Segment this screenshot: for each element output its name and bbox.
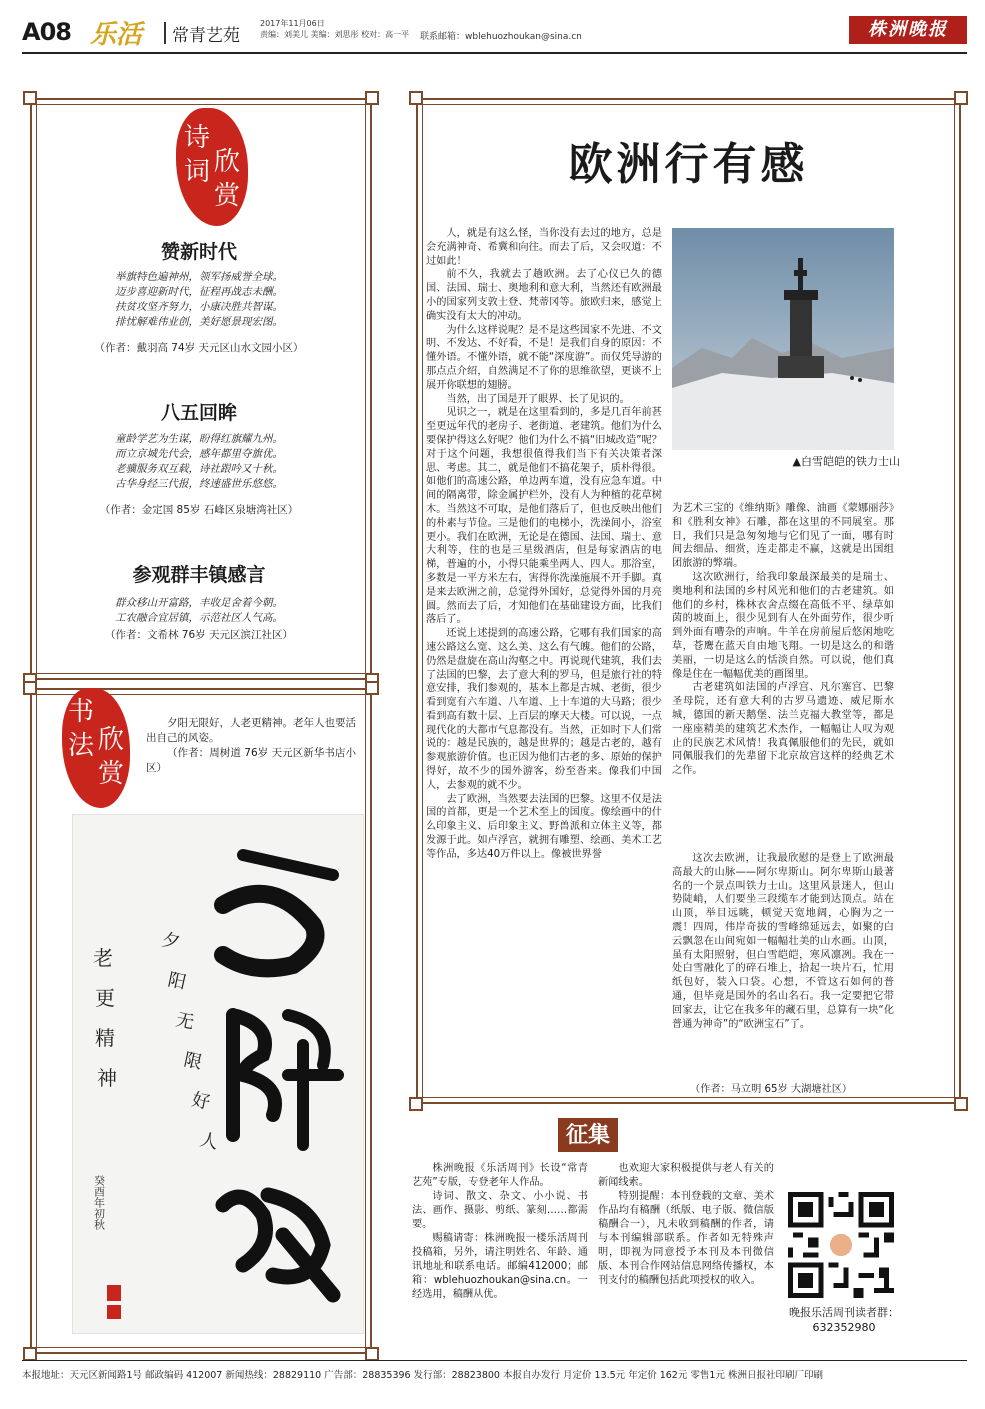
- page-number: A08: [22, 18, 71, 46]
- poem-title: 赞新时代: [160, 241, 237, 263]
- article-paragraph: 为艺术三宝的《维纳斯》雕像、油画《蒙娜丽莎》和《胜利女神》石雕，都在这里的不同展室。那日，我们只是急匆匆地与它们见了一面，哪有时间去细品、细赏，连走都走不赢，这就是出国组团旅游的弊端。: [672, 503, 894, 570]
- frame-corner: [23, 681, 37, 695]
- notice-paragraph: 特别提醒：本刊登载的文章、美术作品均有稿酬（纸版、电子版、微信版稿酬合一），凡未收到稿酬的作者，请与本刊编辑部联系。作者如无特殊声明，即视为同意授予本刊及本刊微信版、本刊合作网站信息网络传播权，本刊支付的稿酬包括此项授权的收入。: [598, 1191, 774, 1286]
- svg-text:癸酉年初秋: 癸酉年初秋: [92, 1175, 106, 1230]
- article-paragraph: 这次去欧洲，让我最欣慰的是登上了欧洲最高最大的山脉——阿尔卑斯山。阿尔卑斯山最著名的一个景点叫铁力士山。这里风景迷人，但山势陡峭，人们要坐三段缆车才能到达顶点。站在山顶，举目远眺，顿觉天宽地阔，心胸为之一震！四周，伟岸奇拔的雪峰绵延远去，如聚的白云飘忽在山间宛如一幅幅壮美的山水画。山顶，虽有太阳照射，但白雪皑皑，寒风凛冽。我在一处白雪融化了的碎石堆上，拾起一块片石，忙用纸包好，装入口袋。心想，不管这石如何的普通，但毕竟是国外的名山名石。我一定要把它带回家去，让它在我多年的藏石里，总算有一块“化普通为神奇”的“欧洲宝石”了。: [672, 853, 894, 1030]
- article-paragraph: 古老建筑如法国的卢浮宫、凡尔塞宫、巴黎圣母院，还有意大利的古罗马遗迹、威尼斯水城，德国的新天鹅堡、法兰克福大教堂等，都是一座座精美的建筑艺术杰作，一幅幅让人叹为观止的民族艺术风情！我真佩服他们的先民，就如同佩服我们的先辈留下北京故宫这样的经典艺术之作。: [672, 682, 894, 777]
- qr-code[interactable]: [788, 1192, 894, 1298]
- notice-paragraph: 赐稿请寄：株洲晚报一楼乐活周刊投稿箱，另外，请注明姓名、年龄、通讯地址和联系电话。邮编412000；邮箱：wblehuozhoukan@sina.cn。一经选用，稿酬从优。: [412, 1233, 588, 1300]
- svg-text:法: 法: [68, 731, 95, 761]
- article-paragraph: 当然，出了国是开了眼界、长了见识的。: [446, 393, 630, 405]
- qr-number: 632352980: [812, 1321, 876, 1334]
- poem-author: （作者：文希林 76岁 天元区滨江社区）: [104, 629, 294, 641]
- svg-text:书: 书: [68, 697, 95, 727]
- frame-corner: [409, 1097, 423, 1111]
- svg-text:赏: 赏: [98, 759, 125, 789]
- frame-corner: [365, 1347, 379, 1361]
- calligraphy-artwork: [72, 814, 364, 1334]
- poem-line: 古华身经三代报，终速盛世乐悠悠。: [115, 478, 283, 490]
- poem-line: 老骥服务双互载，诗社跟吟又十秋。: [115, 463, 283, 475]
- svg-text:诗: 诗: [184, 123, 211, 153]
- article-paragraph: 人，就是有这么怪，当你没有去过的地方，总是会充满神奇、希冀和向往。而去了后，又会叹道：不过如此！: [426, 228, 662, 267]
- article-paragraph: 见识之一，就是在这里看到的，多是几百年前甚至更远年代的老房子、老街道、老建筑。他们为什么要保护得这么好呢？他们为什么不搞“旧城改造”呢？对于这个问题，我想很值得我们当下有关决策者深思、考虑。其二，就是他们不搞花架子，质朴得很。如他们的高速公路，单边两车道，没有应急车道。中间的隔离带，除金属护栏外，没有人为种植的花草树木。当然这不可取，是他们落后了，但也反映出他们的朴素与节俭。三是他们的电梯小，洗澡间小，浴室更小。我们在欧洲，无论是在德国、法国、瑞士、意大利等，住的也是三星级酒店，但是每家酒店的电梯，普遍的小，小得只能乘坐两人、四人。那浴室，多数是一平方米左右，害得你洗澡施展不开手脚。真是来去欧洲之前，总觉得外国好，总觉得外国的月亮圆。然而去了后，才知他们在基础建设方面，比我们落后了。: [426, 407, 662, 626]
- svg-text:精: 精: [95, 1026, 115, 1050]
- article-column-1: [426, 227, 662, 862]
- newspaper-logo: 株洲晚报: [849, 16, 967, 44]
- article-author: （作者：马立明 65岁 大湖塘社区）: [690, 1084, 853, 1095]
- svg-text:阳: 阳: [165, 969, 188, 994]
- svg-text:老: 老: [93, 946, 113, 970]
- issue-date: 2017年11月06日: [260, 19, 325, 28]
- calligraphy-intro: [146, 716, 356, 776]
- page-footer: 本报地址：天元区新闻路1号 邮政编码 412007 新闻热线：28829110 广告部：28835396 发行部：28823800 本报自办发行 月定价 13.5元 年定价 162元 零售1元 株洲日报社印刷厂印刷: [22, 1360, 967, 1381]
- poem-author: （作者：金定国 85岁 石峰区泉塘湾社区）: [99, 504, 299, 516]
- brand-logo: 乐活: [90, 20, 143, 50]
- article-paragraph: 为什么这样说呢？是不是这些国家不先进、不文明、不发达、不好看，不是！是我们自身的原因：不懂外语。不懂外语，就不能“深度游”。而仅凭导游的那点点介绍，自然满足不了你的思维欲望，更谈不上展开你联想的翅膀。: [426, 324, 662, 391]
- header-meta: [260, 18, 409, 40]
- header-divider: [164, 22, 166, 44]
- poem-line: 群众移山开富路，丰收足舍着今朝。: [115, 597, 283, 609]
- qr-caption: [774, 1305, 914, 1335]
- svg-text:无: 无: [173, 1009, 196, 1034]
- svg-text:好: 好: [189, 1089, 212, 1114]
- contact-email: 联系邮箱：wblehuozhoukan@sina.cn: [420, 32, 582, 42]
- qr-label: 晚报乐活周刊读者群：: [789, 1306, 899, 1319]
- calligraphy-text: 夕阳无限好，人老更精神。老年人也要活出自己的风姿。: [146, 717, 356, 744]
- svg-text:夕: 夕: [159, 929, 182, 954]
- svg-text:神: 神: [97, 1066, 117, 1090]
- article-paragraph: 这次欧洲行，给我印象最深最美的是瑞士、奥地利和法国的乡村风光和他们的古老建筑。如他们的乡村，株林衣舍点缀在高低不平、绿草如茵的坡面上，很少见到有人在外面劳作，很少听到外面有嘈杂的声响。牛羊在房前屋后悠闲地吃草，苍鹰在蓝天自由地飞翔。一切是这么的和谐美丽，一切是这么的恬淡自然。可以说，他们真像是住在一幅幅优美的画图里。: [672, 571, 894, 680]
- notice-column-2: [598, 1162, 774, 1288]
- frame-corner: [365, 91, 379, 105]
- editor-credits: 责编：刘美儿 美编：刘思彤 校对：高一平: [260, 30, 410, 39]
- calligraphy-seal: [62, 688, 130, 808]
- svg-text:赏: 赏: [214, 181, 241, 211]
- poem-line: 扶贫攻坚齐努力，小康决胜共智谋。: [115, 301, 283, 313]
- poem-line: 迈步喜迎新时代，征程再战志未酬。: [115, 286, 283, 298]
- poetry-seal: [176, 108, 248, 226]
- poem-author: （作者：戴羽高 74岁 天元区山水文园小区）: [94, 342, 304, 354]
- poem-line: 举旗特色遍神州，领军扬威誉全球。: [115, 271, 283, 283]
- article-column-3: [672, 852, 894, 1031]
- article-paragraph: 去了欧洲，当然要去法国的巴黎。这里不仅是法国的首都，更是一个艺术至上的国度。像绘画中的什么印象主义、后印象主义、野兽派和立体主义等，都发源于此。如卢浮宫，就拥有雕塑、绘画、美术工艺等作品，多达40万件以上。像被世界誉: [426, 793, 662, 860]
- svg-text:欣: 欣: [214, 147, 241, 177]
- notice-paragraph: 也欢迎大家积极提供与老人有关的新闻线索。: [598, 1163, 774, 1188]
- article-title: 欧洲行有感: [568, 139, 809, 190]
- frame-corner: [23, 91, 37, 105]
- article-photo: [672, 228, 894, 450]
- notice-column-1: [412, 1162, 588, 1302]
- svg-text:更: 更: [95, 986, 115, 1010]
- notice-paragraph: 株洲晚报《乐活周刊》长设“常青艺苑”专版，专登老年人作品。: [412, 1163, 588, 1188]
- poem-line: 排忧解难伟业创，美好愿景现宏图。: [115, 316, 283, 328]
- notice-paragraph: 诗词、散文、杂文、小小说、书法、画作、摄影、剪纸、篆刻……都需要。: [412, 1191, 588, 1230]
- frame-corner: [23, 1347, 37, 1361]
- frame-corner: [954, 91, 968, 105]
- article-paragraph: 还说上述提到的高速公路，它哪有我们国家的高速公路这么宽、这么美、这么有气魄。他们的公路，仍然是盘旋在高山沟壑之中。再说现代建筑，我们去了法国的巴黎，去了意大利的罗马，但是旅行社的特意安排，我们参观的，基本上都是古城、老街，很少看到宽有六车道、八车道、上十车道的大马路；很少看到高有数十层、上百层的摩天大楼。可以说，一点现代化的大都市气息都没有。当然，正如时下人们常说的：越是民族的，越是世界的；越是古老的，越有参观旅游价值。也正因为他们古老的多、原始的保护得好，故不少的国外游客，纷至沓来。像我们中国人，去参观的就不少。: [426, 628, 662, 791]
- calligraphy-author: （作者：周树道 76岁 天元区新华书店小区）: [146, 747, 356, 774]
- frame-corner: [409, 91, 423, 105]
- frame-corner: [954, 1097, 968, 1111]
- poem-line: 童龄学艺为生谋，盼得红旗耀九州。: [115, 433, 283, 445]
- frame-corner: [365, 681, 379, 695]
- poem-line: 工农融合宜居镇，示范社区人气高。: [115, 612, 283, 624]
- svg-text:词: 词: [184, 157, 211, 187]
- svg-text:人: 人: [197, 1129, 220, 1154]
- poem-title: 参观群丰镇感言: [132, 564, 266, 586]
- article-column-2: [672, 502, 894, 778]
- page-header: [22, 14, 967, 54]
- notice-title: 征集: [558, 1118, 618, 1152]
- column-name: 常青艺苑: [172, 26, 240, 46]
- svg-text:限: 限: [181, 1049, 204, 1074]
- svg-text:欣: 欣: [98, 725, 125, 755]
- poem-line: 而立京城先代会，感年都里夺旗优。: [115, 448, 283, 460]
- poem-title: 八五回眸: [160, 402, 237, 424]
- article-paragraph: 前不久，我就去了趟欧洲。去了心仪已久的德国、法国、瑞士、奥地利和意大利，当然还有欧洲最小的国家列支敦士登、梵蒂冈等。旅欧归来，感觉上确实没有太大的冲动。: [426, 269, 662, 322]
- photo-caption: ▲白雪皑皑的铁力士山: [792, 455, 900, 468]
